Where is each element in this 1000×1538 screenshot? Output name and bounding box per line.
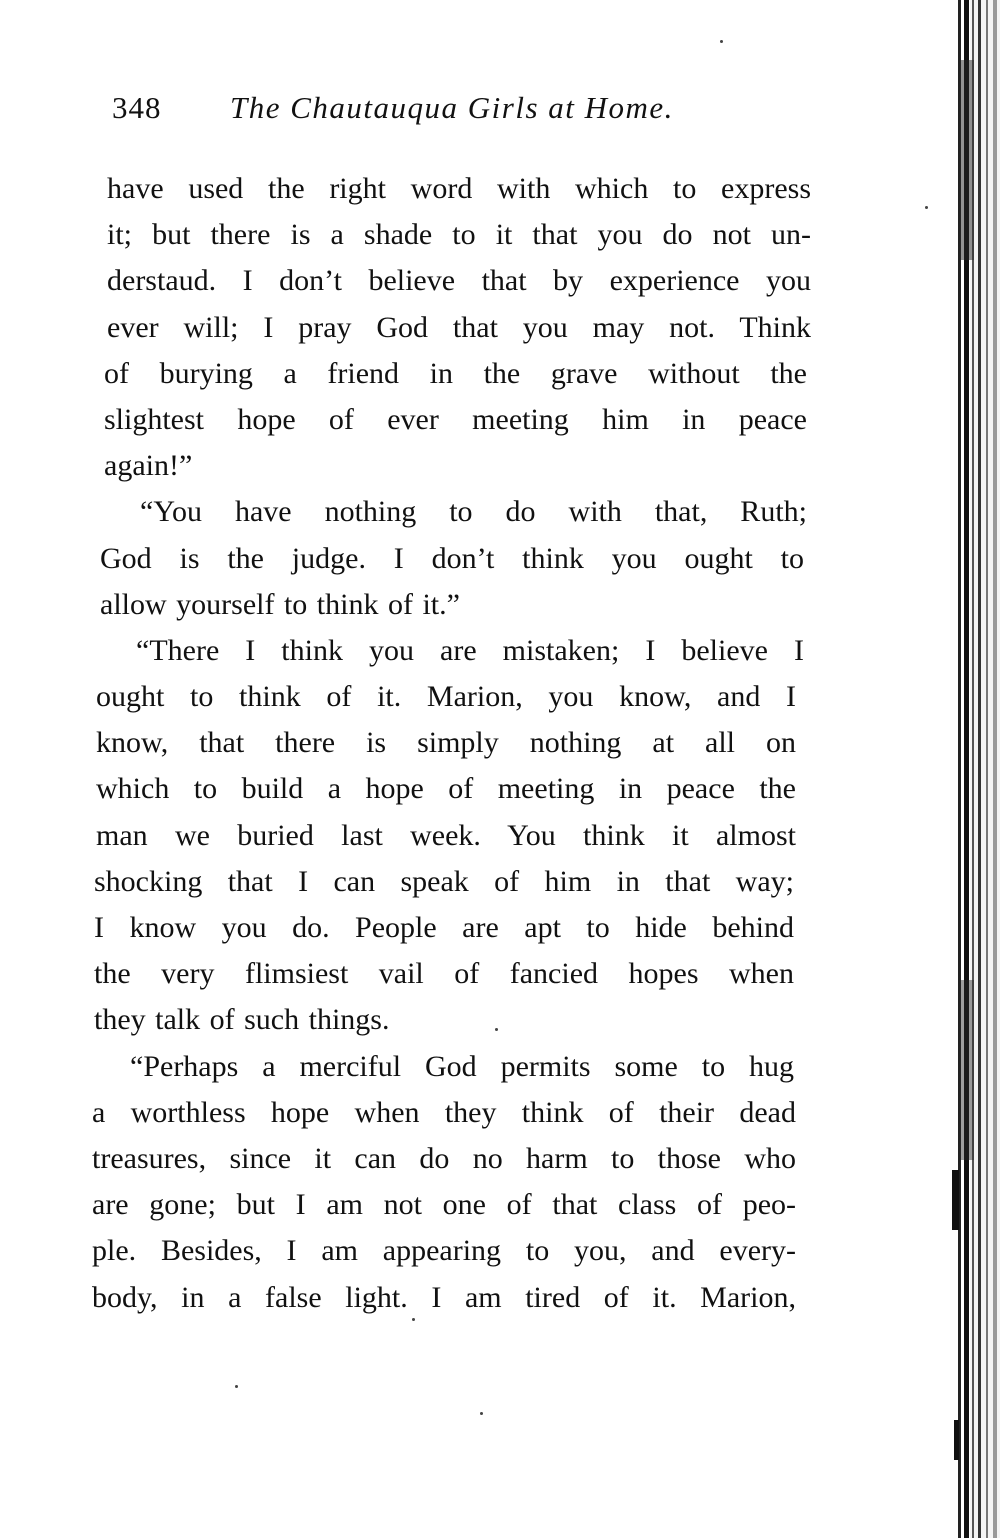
text-line: treasures, since it can do no harm to those who <box>92 1141 796 1175</box>
scan-speck <box>925 206 928 209</box>
scan-speck <box>480 1412 483 1415</box>
text-line: “You have nothing to do with that, Ruth; <box>140 495 807 529</box>
text-line: ought to think of it. Marion, you know, and I <box>96 680 796 714</box>
text-line: ever will; I pray God that you may not. Think <box>107 310 811 344</box>
scan-speck <box>235 1385 238 1388</box>
text-line: God is the judge. I don’t think you ought to <box>100 541 804 575</box>
body-text <box>92 166 817 1321</box>
book-title: The Chautauqua Girls at Home. <box>230 90 674 125</box>
text-line: again!” <box>104 449 193 483</box>
scan-speck <box>495 1028 498 1031</box>
text-line: it; but there is a shade to it that you do not un- <box>107 218 811 252</box>
text-line: derstaud. I don’t believe that by experience you <box>107 264 811 298</box>
text-line: man we buried last week. You think it almost <box>96 818 796 852</box>
text-line: “Perhaps a merciful God permits some to hug <box>130 1049 794 1083</box>
page-number: 348 <box>112 90 162 125</box>
text-line: which to build a hope of meeting in peace the <box>96 772 796 806</box>
text-line: ple. Besides, I am appearing to you, and every- <box>92 1234 796 1268</box>
text-line: slightest hope of ever meeting him in peace <box>104 402 807 436</box>
scan-speck <box>720 40 723 43</box>
text-line: a worthless hope when they think of their dead <box>92 1095 796 1129</box>
text-line: body, in a false light. I am tired of it. Marion, <box>92 1280 796 1314</box>
text-line: they talk of such things. <box>94 1003 390 1037</box>
text-line: of burying a friend in the grave without the <box>104 356 807 390</box>
text-line: have used the right word with which to express <box>107 172 811 205</box>
text-line: the very flimsiest vail of fancied hopes when <box>94 957 794 991</box>
text-line: shocking that I can speak of him in that way; <box>94 864 794 898</box>
text-line: know, that there is simply nothing at all on <box>96 726 796 760</box>
scanned-binding-edge <box>948 0 1000 1538</box>
text-line: “There I think you are mistaken; I believe I <box>136 633 804 667</box>
text-line: I know you do. People are apt to hide behind <box>94 911 794 944</box>
text-line: are gone; but I am not one of that class of peo- <box>92 1188 796 1222</box>
running-head <box>112 86 732 130</box>
text-line: allow yourself to think of it.” <box>100 587 460 621</box>
scan-speck <box>412 1318 415 1321</box>
